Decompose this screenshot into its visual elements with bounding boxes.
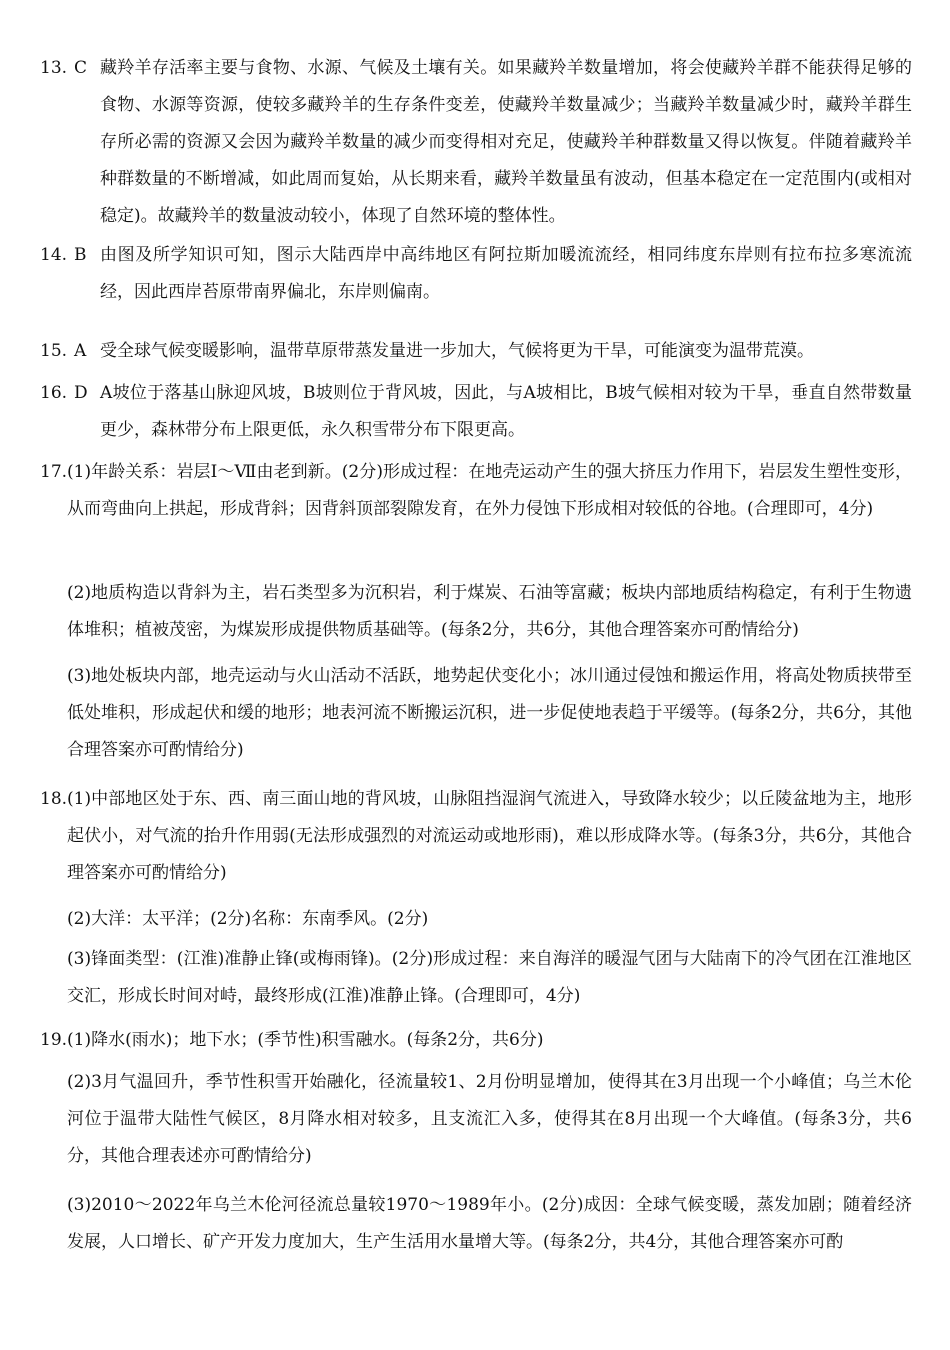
question-number: 19. [40,1030,68,1050]
answer-choice: D [74,383,88,403]
question-16 [40,375,912,449]
question-number: 14. [40,245,68,265]
explanation: 受全球气候变暖影响，温带草原带蒸发量进一步加大，气候将更为干旱，可能演变为温带荒漠。 [100,341,814,361]
sub-answer-1: (1)中部地区处于东、西、南三面山地的背风坡，山脉阻挡湿润气流进入，导致降水较少；以丘陵盆地为主，地形起伏小，对气流的抬升作用弱(无法形成强烈的对流运动或地形雨)，难以形成降水等。(每条3分，共6分，其他合理答案亦可酌情给分) [67,789,912,883]
explanation: 藏羚羊存活率主要与食物、水源、气候及土壤有关。如果藏羚羊数量增加，将会使藏羚羊群不能获得足够的食物、水源等资源，使较多藏羚羊的生存条件变差，使藏羚羊数量减少；当藏羚羊数量减少时，藏羚羊群生存所必需的资源又会因为藏羚羊数量的减少而变得相对充足，使藏羚羊种群数量又得以恢复。伴随着藏羚羊种群数量的不断增减，如此周而复始，从长期来看，藏羚羊数量虽有波动，但基本稳定在一定范围内(或相对稳定)。故藏羚羊的数量波动较小，体现了自然环境的整体性。 [100,58,912,226]
question-17-sub-2: (2)地质构造以背斜为主，岩石类型多为沉积岩，利于煤炭、石油等富藏；板块内部地质结构稳定，有利于生物遗体堆积；植被茂密，为煤炭形成提供物质基础等。(每条2分，共6分，其他合理答案亦可酌情给分) [67,583,912,640]
sub-answer-1: (1)降水(雨水)；地下水；(季节性)积雪融水。(每条2分，共6分) [67,1030,544,1050]
question-18-sub-2: (2)大洋：太平洋；(2分)名称：东南季风。(2分) [67,909,429,929]
question-13 [40,50,912,235]
question-number: 15. [40,341,68,361]
question-15 [40,333,912,370]
question-number: 13. [40,58,68,78]
question-19-sub-3: (3)2010～2022年乌兰木伦河径流总量较1970～1989年小。(2分)成因：全球气候变暖，蒸发加剧；随着经济发展，人口增长、矿产开发力度加大，生产生活用水量增大等。(每条2分，共4分，其他合理答案亦可酌 [67,1195,912,1252]
question-number: 18. [40,789,68,809]
question-19 [40,1022,912,1059]
explanation: 由图及所学知识可知，图示大陆西岸中高纬地区有阿拉斯加暖流流经，相同纬度东岸则有拉布拉多寒流流经，因此西岸苔原带南界偏北，东岸则偏南。 [100,245,912,302]
question-17 [40,454,912,528]
sub-answer-1: (1)年龄关系：岩层Ⅰ～Ⅶ由老到新。(2分)形成过程：在地壳运动产生的强大挤压力作用下，岩层发生塑性变形，从而弯曲向上拱起，形成背斜；因背斜顶部裂隙发育，在外力侵蚀下形成相对较低的谷地。(合理即可，4分) [67,462,912,519]
question-14 [40,237,912,311]
question-18-sub-3: (3)锋面类型：(江淮)准静止锋(或梅雨锋)。(2分)形成过程：来自海洋的暖湿气团与大陆南下的冷气团在江淮地区交汇，形成长时间对峙，最终形成(江淮)准静止锋。(合理即可，4分) [67,949,912,1006]
question-number: 17. [40,462,68,482]
answer-choice: A [74,341,87,361]
answer-choice: B [74,245,87,265]
question-18 [40,781,912,892]
question-17-sub-3: (3)地处板块内部，地壳运动与火山活动不活跃，地势起伏变化小；冰川通过侵蚀和搬运作用，将高处物质挟带至低处堆积，形成起伏和缓的地形；地表河流不断搬运沉积，进一步促使地表趋于平缓等。(每条2分，共6分，其他合理答案亦可酌情给分) [67,666,912,760]
explanation: A坡位于落基山脉迎风坡，B坡则位于背风坡，因此，与A坡相比，B坡气候相对较为干旱，垂直自然带数量更少，森林带分布上限更低，永久积雪带分布下限更高。 [100,383,912,440]
answer-choice: C [74,58,88,78]
question-number: 16. [40,383,68,403]
question-19-sub-2: (2)3月气温回升，季节性积雪开始融化，径流量较1、2月份明显增加，使得其在3月出现一个小峰值；乌兰木伦河位于温带大陆性气候区，8月降水相对较多，且支流汇入多，使得其在8月出现一个大峰值。(每条3分，共6分，其他合理表述亦可酌情给分) [67,1072,912,1166]
